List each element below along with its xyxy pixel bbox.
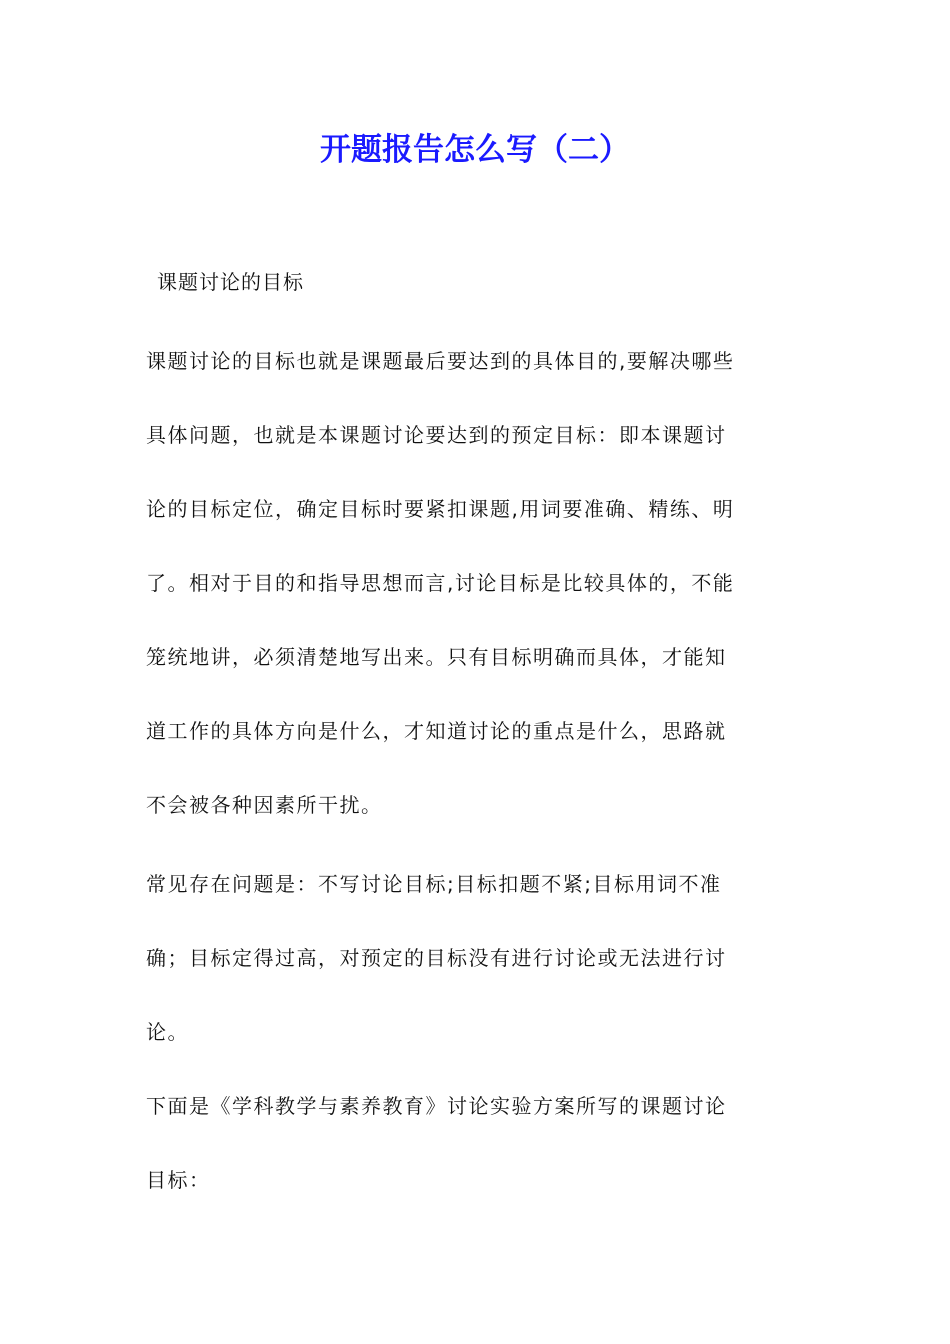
paragraph-line: 下面是《学科教学与素养教育》讨论实验方案所写的课题讨论 — [146, 1094, 727, 1118]
paragraph-line: 常见存在问题是：不写讨论目标;目标扣题不紧;目标用词不准 — [146, 872, 722, 896]
paragraph-objectives — [146, 324, 806, 842]
paragraph-example-intro — [146, 1069, 806, 1217]
paragraph-line: 确；目标定得过高，对预定的目标没有进行讨论或无法进行讨 — [146, 946, 727, 970]
paragraph-line: 目标： — [146, 1168, 211, 1192]
paragraph-line: 论的目标定位，确定目标时要紧扣课题,用词要准确、精练、明 — [146, 497, 735, 521]
paragraph-line: 道工作的具体方向是什么，才知道讨论的重点是什么，思路就 — [146, 719, 727, 743]
paragraph-line: 不会被各种因素所干扰。 — [146, 793, 383, 817]
paragraph-line: 了。相对于目的和指导思想而言,讨论目标是比较具体的，不能 — [146, 571, 735, 595]
paragraph-line: 论。 — [146, 1020, 189, 1044]
paragraph-line: 课题讨论的目标也就是课题最后要达到的具体目的,要解决哪些 — [146, 349, 735, 373]
paragraph-line: 具体问题，也就是本课题讨论要达到的预定目标：即本课题讨 — [146, 423, 727, 447]
paragraph-common-problems — [146, 847, 806, 1069]
section-heading: 课题讨论的目标 — [157, 270, 304, 294]
paragraph-line: 笼统地讲，必须清楚地写出来。只有目标明确而具体，才能知 — [146, 645, 727, 669]
page-title: 开题报告怎么写（二） — [320, 132, 630, 168]
